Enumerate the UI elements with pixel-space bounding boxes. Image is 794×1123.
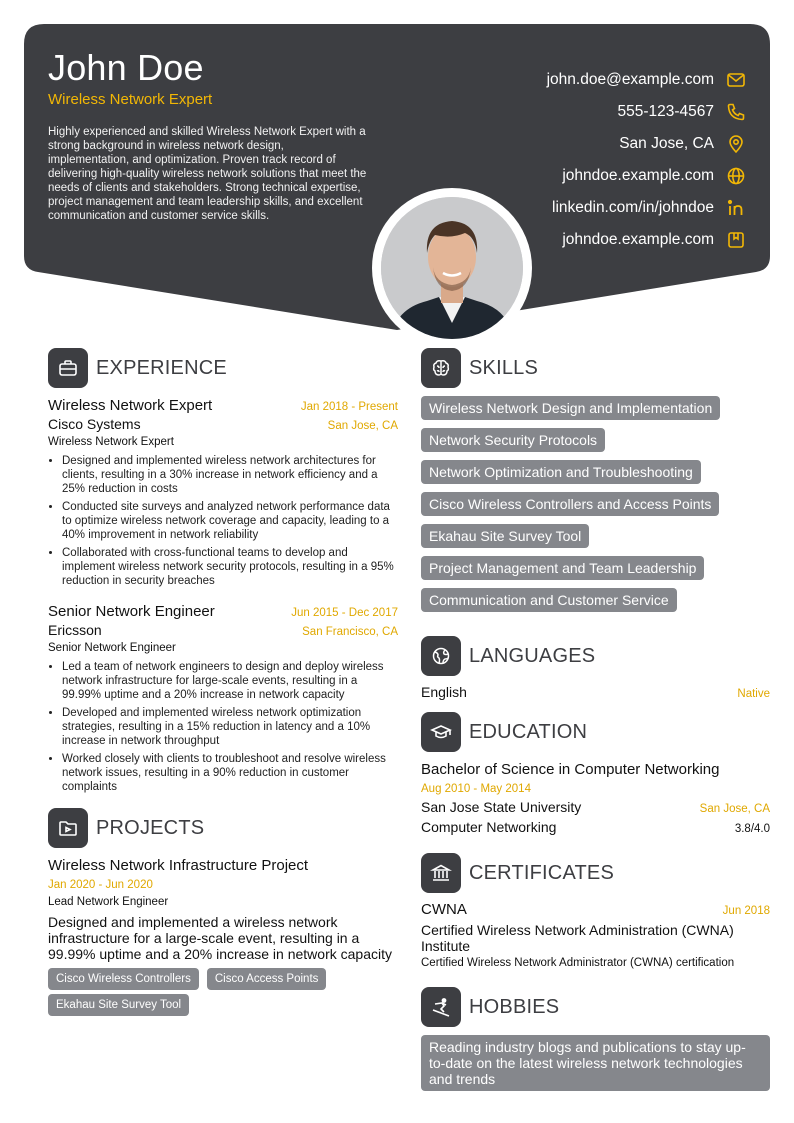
contact-portfolio-text[interactable]: johndoe.example.com [562, 231, 714, 248]
language-entry [421, 684, 770, 700]
contact-phone-text[interactable]: 555-123-4567 [617, 103, 714, 120]
globe-icon [726, 166, 746, 186]
project-tag: Cisco Access Points [207, 968, 327, 990]
profile-photo [381, 197, 523, 339]
job-bullet: • Collaborated with cross-functional teams to develop and implement wireless network security protocols, resulting in a 95% reduction in security breaches [62, 546, 398, 588]
education-location: San Jose, CA [699, 803, 770, 815]
projects-title: PROJECTS [96, 816, 205, 839]
language-name: English [421, 684, 467, 700]
projects-header [48, 808, 398, 848]
contact-linkedin-text[interactable]: linkedin.com/in/johndoe [552, 199, 714, 216]
job-date: Jan 2018 - Present [300, 401, 398, 413]
job-title: Wireless Network Expert [48, 397, 213, 414]
education-date: Aug 2010 - May 2014 [421, 783, 531, 795]
certificate-issuer: Certified Wireless Network Administration (CWNA) Institute [421, 922, 734, 954]
skill-tag: Network Security Protocols [421, 428, 605, 452]
candidate-title: Wireless Network Expert [48, 91, 213, 108]
project-role: Lead Network Engineer [48, 896, 169, 908]
summary-text: Highly experienced and skilled Wireless Network Expert with a strong background in wireless network design, implementation, and optimization. Proven track record of delivering high-quality wireless network solutions that meet the needs of clients and stakeholders. Strong technical expertise, project management and team leadership skills, and excellent communication and customer service skills. [48, 126, 367, 222]
languages-title: LANGUAGES [469, 644, 596, 667]
languages-header [421, 636, 770, 676]
job-bullet: • Designed and implemented wireless network architectures for clients, resulting in a 30% increase in network efficiency and a 25% reduction in costs [62, 454, 398, 496]
project-entry [48, 856, 398, 1020]
skill-tag: Network Optimization and Troubleshooting [421, 460, 701, 484]
institution-icon [421, 853, 461, 893]
project-date: Jan 2020 - Jun 2020 [48, 879, 153, 891]
project-tag: Cisco Wireless Controllers [48, 968, 199, 990]
contact-email-text[interactable]: john.doe@example.com [546, 71, 714, 88]
briefcase-icon [48, 348, 88, 388]
certificate-name: CWNA [421, 901, 467, 918]
linkedin-icon [726, 198, 746, 218]
graduation-cap-icon [421, 712, 461, 752]
hobbies-title: HOBBIES [469, 995, 560, 1018]
experience-header [48, 348, 398, 388]
contact-phone[interactable] [406, 96, 746, 128]
experience-entry [48, 396, 398, 588]
education-degree: Bachelor of Science in Computer Networking [421, 761, 720, 778]
education-field: Computer Networking [421, 819, 557, 835]
portfolio-icon [726, 230, 746, 250]
job-role: Wireless Network Expert [48, 436, 174, 448]
job-bullets [48, 454, 398, 588]
experience-entry [48, 602, 398, 794]
language-level: Native [737, 688, 770, 700]
contact-location-text: San Jose, CA [619, 135, 714, 152]
skill-tag: Wireless Network Design and Implementation [421, 396, 720, 420]
skills-header [421, 348, 770, 388]
project-description: Designed and implemented a wireless network infrastructure for a large-scale event, resulting in a 99.99% uptime and a 20% increase in network capacity [48, 914, 392, 962]
skill-tag: Ekahau Site Survey Tool [421, 524, 589, 548]
left-column [48, 348, 398, 1020]
certificates-header [421, 853, 770, 893]
hobbies-header [421, 987, 770, 1027]
project-tag: Ekahau Site Survey Tool [48, 994, 189, 1016]
right-column [421, 348, 770, 1091]
certificate-date: Jun 2018 [722, 905, 770, 917]
contact-location [406, 128, 746, 160]
education-entry [421, 760, 770, 837]
job-bullet: • Conducted site surveys and analyzed network performance data to optimize wireless network coverage and capacity, leading to a 40% improvement in network reliability [62, 500, 398, 542]
candidate-name: John Doe [48, 47, 204, 88]
job-company: Cisco Systems [48, 416, 141, 432]
brain-icon [421, 348, 461, 388]
skill-list [421, 396, 770, 620]
skill-tag: Communication and Customer Service [421, 588, 677, 612]
education-header [421, 712, 770, 752]
job-title: Senior Network Engineer [48, 603, 215, 620]
skills-title: SKILLS [469, 356, 539, 379]
globe-language-icon [421, 636, 461, 676]
skill-tag: Cisco Wireless Controllers and Access Points [421, 492, 719, 516]
education-title: EDUCATION [469, 720, 588, 743]
location-pin-icon [726, 134, 746, 154]
education-gpa: 3.8/4.0 [734, 823, 770, 835]
skiing-icon [421, 987, 461, 1027]
job-bullets [48, 660, 398, 794]
mail-icon [726, 70, 746, 90]
project-title: Wireless Network Infrastructure Project [48, 857, 309, 874]
certificate-entry [421, 901, 770, 971]
certificates-title: CERTIFICATES [469, 861, 615, 884]
hobby-item: Reading industry blogs and publications to stay up-to-date on the latest wireless network technologies and trends [421, 1035, 770, 1091]
skill-tag: Project Management and Team Leadership [421, 556, 704, 580]
job-date: Jun 2015 - Dec 2017 [291, 607, 398, 619]
project-folder-icon [48, 808, 88, 848]
contact-website-text[interactable]: johndoe.example.com [562, 167, 714, 184]
certificate-description: Certified Wireless Network Administrator (CWNA) certification [421, 957, 735, 969]
education-school: San Jose State University [421, 799, 582, 815]
project-tags [48, 968, 398, 1020]
job-bullet: • Worked closely with clients to troubleshoot and resolve wireless network issues, resulting in a 90% reduction in customer complaints [62, 752, 398, 794]
experience-title: EXPERIENCE [96, 356, 227, 379]
job-role: Senior Network Engineer [48, 642, 176, 654]
job-bullet: • Developed and implemented wireless network optimization strategies, resulting in a 15% reduction in latency and a 10% increase in network throughput [62, 706, 398, 748]
job-company: Ericsson [48, 622, 102, 638]
phone-icon [726, 102, 746, 122]
job-location: San Jose, CA [327, 420, 398, 432]
job-bullet: • Led a team of network engineers to design and deploy wireless network infrastructure for large-scale events, resulting in a 99.99% uptime and a 20% increase in network capacity [62, 660, 398, 702]
contact-email[interactable] [406, 64, 746, 96]
job-location: San Francisco, CA [302, 626, 398, 638]
